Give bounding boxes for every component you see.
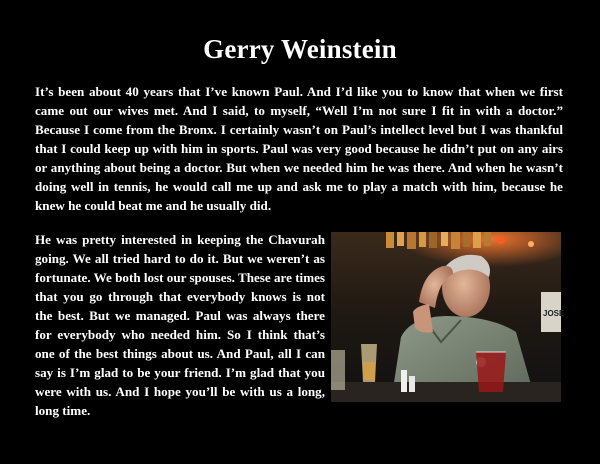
photo-illustration bbox=[331, 232, 565, 402]
page-title: Gerry Weinstein bbox=[203, 34, 397, 64]
paragraph-2: He was pretty interested in keeping the Chavurah going. We all tried hard to do it. But we weren’t as fortunate. We both lost our spouses. These are times that you go through that everybody knows is not the best. But we managed. Paul was always there for everybody who needed him. So I think that’s one of the best things about us. And Paul, all I can say is I’m glad to be your friend. I’m glad that you were with us. And I hope you’ll be with us a long, long time. bbox=[35, 232, 326, 418]
photo-of-man-at-restaurant bbox=[331, 232, 565, 402]
wall-sign-text: JOSE bbox=[543, 309, 565, 318]
paragraph-1: It’s been about 40 years that I’ve known Paul. And I’d like you to know that when we first came out our wives met. And I said, to myself, “Well I’m not sure I fit in with a doctor.” Because I come from the Bronx. I certainly wasn’t on Paul’s intellect level but I was thankful that I could keep up with him in sports. Paul was very good because he didn’t put on any airs or anything about being a doctor. But when we needed him he was there. And when he wasn’t doing well in tennis, he would call me up and ask me to play a match with him, because he knew he could beat me and he usually did. bbox=[35, 84, 563, 213]
